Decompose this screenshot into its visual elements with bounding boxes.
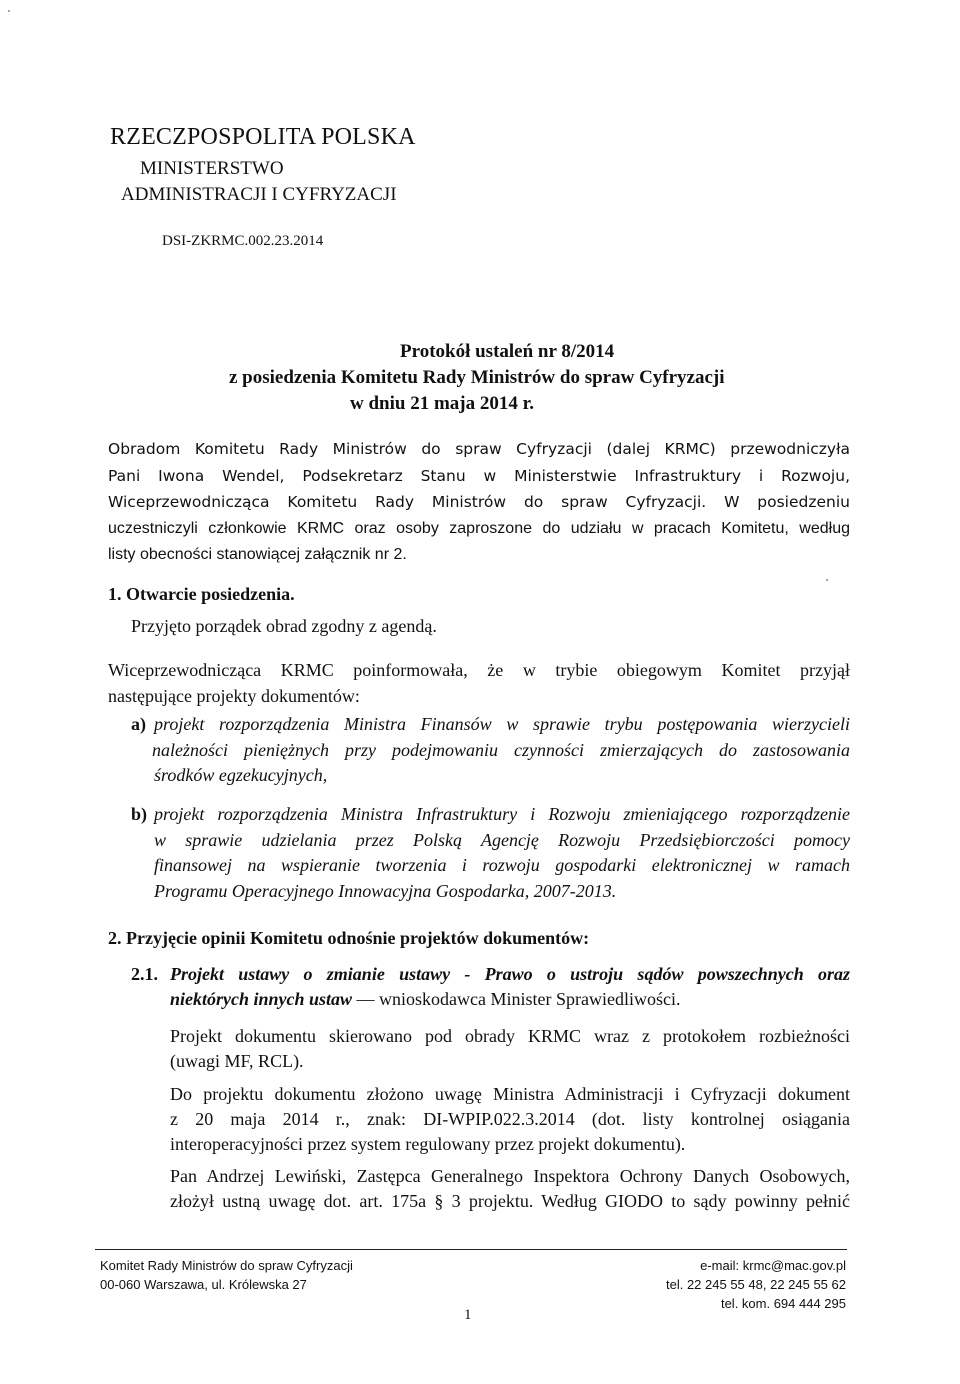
country-heading: RZECZPOSPOLITA POLSKA — [110, 124, 416, 150]
footer-contact — [666, 1256, 846, 1313]
list-item-a-label: a) — [131, 714, 146, 734]
list-item-line: w sprawie udzielania przez Polską Agencję Rozwoju Przedsiębiorczości pomocy — [154, 829, 850, 850]
paragraph-line: (uwagi MF, RCL). — [170, 1051, 304, 1071]
paragraph-line: Projekt dokumentu skierowano pod obrady KRMC wraz z protokołem rozbieżności — [170, 1026, 850, 1046]
intro-line: listy obecności stanowiącej załącznik nr 2. — [108, 546, 407, 563]
footer-divider — [95, 1249, 847, 1250]
scan-speck — [826, 579, 828, 581]
section-2-heading — [108, 928, 589, 949]
ministry-line1: MINISTERSTWO — [140, 158, 284, 179]
intro-line: uczestniczyli członkowie KRMC oraz osoby zaproszone do udziału w pracach Komitetu, według — [108, 519, 850, 537]
section-1-title: Otwarcie posiedzenia. — [126, 584, 295, 604]
list-item-line: Programu Operacyjnego Innowacyjna Gospodarka, 2007-2013. — [154, 880, 617, 901]
footer-email: e-mail: krmc@mac.gov.pl — [700, 1258, 846, 1273]
section-1-number: 1. — [108, 584, 122, 604]
intro-line: Pani Iwona Wendel, Podsekretarz Stanu w Ministerstwie Infrastruktury i Rozwoju, — [108, 466, 850, 485]
section-2-number: 2. — [108, 928, 122, 948]
footer-committee: Komitet Rady Ministrów do spraw Cyfryzacji — [100, 1258, 353, 1273]
protocol-date: w dniu 21 maja 2014 r. — [350, 393, 535, 414]
section-1-text: Przyjęto porządek obrad zgodny z agendą. — [131, 616, 437, 636]
protocol-title: Protokół ustaleń nr 8/2014 — [400, 341, 615, 362]
footer-address — [100, 1256, 353, 1294]
intro-paragraph — [108, 436, 850, 569]
section-1-heading — [108, 584, 295, 605]
subsection-2-1-title-cont: niektórych innych ustaw — [170, 989, 353, 1009]
paragraph-line: z 20 maja 2014 r., znak: DI-WPIP.022.3.2014 (dot. listy kontrolnej osiągania — [170, 1109, 850, 1129]
ministry-line2: ADMINISTRACJI I CYFRYZACJI — [121, 184, 397, 205]
paragraph-line: interoperacyjności przez system regulowany przez projekt dokumentu). — [170, 1134, 686, 1154]
list-item-line: należności pieniężnych przy podejmowaniu czynności zmierzających do zastosowania — [152, 739, 850, 760]
list-item-a — [131, 712, 850, 789]
paragraph-line: Do projektu dokumentu złożono uwagę Ministra Administracji i Cyfryzacji dokument — [170, 1084, 850, 1104]
intro-line: Wiceprzewodnicząca Komitetu Rady Ministrów do spraw Cyfryzacji. W posiedzeniu — [108, 493, 850, 511]
subsection-2-1 — [131, 962, 850, 1012]
intro-line: Obradom Komitetu Rady Ministrów do spraw Cyfryzacji (dalej KRMC) przewodniczyła — [108, 440, 850, 458]
list-item-b — [131, 802, 850, 904]
list-item-b-label: b) — [131, 804, 148, 824]
footer-phone: tel. 22 245 55 48, 22 245 55 62 — [666, 1277, 846, 1292]
footer-street: 00-060 Warszawa, ul. Królewska 27 — [100, 1277, 307, 1292]
paragraph-giodo — [170, 1164, 850, 1214]
list-item-line: finansowej na wspieranie tworzenia i rozwoju gospodarki elektronicznej w ramach — [154, 855, 850, 875]
list-item-line: projekt rozporządzenia Ministra Infrastruktury i Rozwoju zmieniającego rozporządzenie — [154, 804, 850, 824]
footer-mobile: tel. kom. 694 444 295 — [720, 1296, 846, 1311]
paragraph-comment — [170, 1082, 850, 1157]
subsection-2-1-number: 2.1. — [131, 964, 158, 984]
wice-line: Wiceprzewodnicząca KRMC poinformowała, że w trybie obiegowym Komitet przyjął — [108, 660, 850, 680]
wice-line: następujące projekty dokumentów: — [108, 685, 360, 706]
wice-paragraph — [108, 658, 850, 709]
page-number: 1 — [464, 1307, 472, 1323]
protocol-subtitle: z posiedzenia Komitetu Rady Ministrów do spraw Cyfryzacji — [229, 367, 725, 388]
paragraph-line: Pan Andrzej Lewiński, Zastępca Generalnego Inspektora Ochrony Danych Osobowych, — [170, 1166, 850, 1186]
document-signature: DSI-ZKRMC.002.23.2014 — [162, 233, 324, 249]
list-item-line: projekt rozporządzenia Ministra Finansów w sprawie trybu postępowania wierzycieli — [154, 714, 850, 734]
subsection-2-1-applicant: — wnioskodawca Minister Sprawiedliwości. — [352, 989, 681, 1009]
section-2-title: Przyjęcie opinii Komitetu odnośnie projektów dokumentów: — [126, 928, 590, 948]
scan-speck — [8, 10, 10, 12]
paragraph-project — [170, 1024, 850, 1074]
paragraph-line: złożył ustną uwagę dot. art. 175a § 3 projektu. Według GIODO to sądy powinny pełnić — [170, 1191, 850, 1211]
subsection-2-1-title: Projekt ustawy o zmianie ustawy - Prawo o ustroju sądów powszechnych oraz — [170, 964, 850, 984]
list-item-line: środków egzekucyjnych, — [154, 765, 328, 785]
